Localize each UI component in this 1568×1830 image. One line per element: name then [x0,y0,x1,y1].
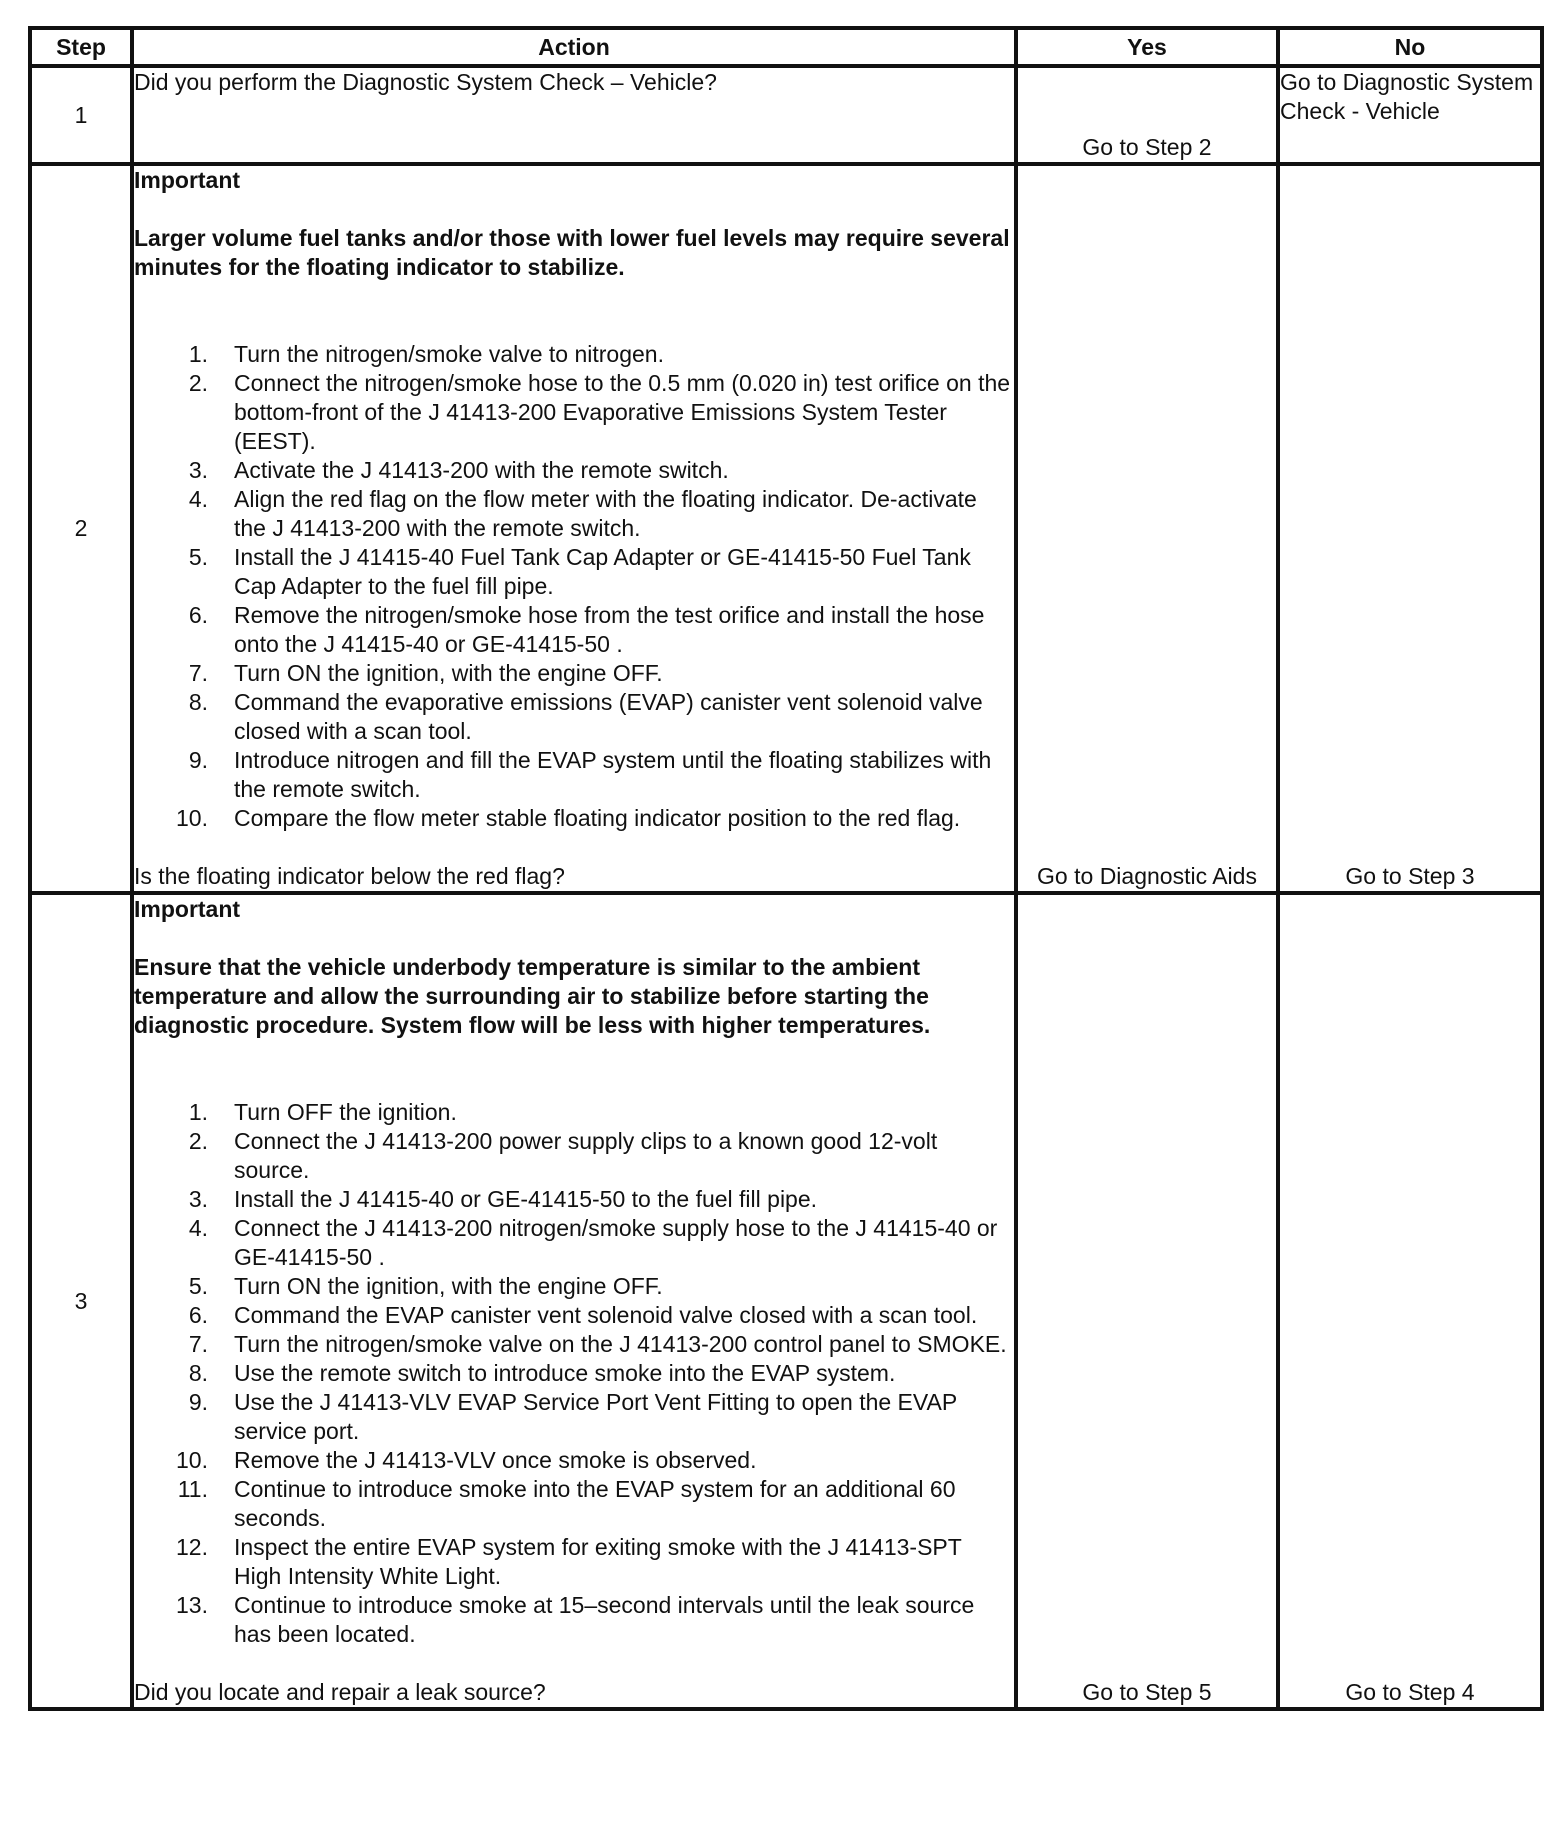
table-row [30,164,1542,893]
step-text: Turn OFF the ignition. [234,1099,457,1125]
important-note: Ensure that the vehicle underbody temperature is similar to the ambient temperature and allow the surrounding air to stabilize before starting the diagnostic procedure. System flow will be less with higher temperatures. [134,954,931,1038]
action-cell [132,66,1016,164]
procedure-step [134,1591,1014,1649]
action-cell [132,164,1016,893]
step-text: Use the remote switch to introduce smoke into the EVAP system. [234,1360,896,1386]
step-text: Connect the J 41413-200 power supply clips to a known good 12-volt source. [234,1128,938,1183]
step-text: Turn ON the ignition, with the engine OFF. [234,660,663,686]
yes-action-link[interactable]: Go to Step 5 [1082,1679,1212,1705]
step-text: Use the J 41413-VLV EVAP Service Port Vent Fitting to open the EVAP service port. [234,1389,957,1444]
procedure-step [134,746,1014,804]
step-text: Connect the nitrogen/smoke hose to the 0.5 mm (0.020 in) test orifice on the bottom-front of the J 41413-200 Evaporative Emissions System Tester (EEST). [234,370,1011,454]
no-cell [1278,164,1542,893]
procedure-step [134,1098,1014,1127]
step-index: 5. [188,1273,208,1299]
diagnostic-page [28,26,1540,1711]
step-text: Inspect the entire EVAP system for exiting smoke with the J 41413-SPT High Intensity White Light. [234,1534,962,1589]
step-index: 4. [188,486,208,512]
step-text: Remove the J 41413-VLV once smoke is observed. [234,1447,757,1473]
step-index: 2. [188,1128,208,1154]
step-text: Continue to introduce smoke at 15–second intervals until the leak source has been located. [234,1592,975,1647]
step-text: Remove the nitrogen/smoke hose from the test orifice and install the hose onto the J 41415-40 or GE-41415-50 . [234,602,985,657]
step-index: 11. [177,1476,208,1502]
step-index: 10. [176,805,208,831]
procedure-step [134,485,1014,543]
step-index: 1. [188,1099,208,1125]
yes-action-link[interactable]: Go to Diagnostic Aids [1037,863,1257,889]
step-index: 2. [188,370,208,396]
table-row [30,66,1542,164]
diagnostic-table [28,26,1544,1711]
yes-cell [1016,164,1278,893]
step-text: Install the J 41415-40 Fuel Tank Cap Adapter or GE-41415-50 Fuel Tank Cap Adapter to the fuel fill pipe. [234,544,971,599]
header-row [30,28,1542,66]
step-text: Turn the nitrogen/smoke valve to nitrogen. [234,341,664,367]
no-cell [1278,66,1542,164]
step-index: 8. [188,1360,208,1386]
procedure-step [134,340,1014,369]
header-yes: Yes [1016,28,1278,66]
step-index: 7. [188,1331,208,1357]
question-text: Is the floating indicator below the red flag? [134,863,565,889]
step-index: 7. [188,660,208,686]
step-index: 9. [188,1389,208,1415]
step-text: Command the EVAP canister vent solenoid valve closed with a scan tool. [234,1302,978,1328]
header-step: Step [30,28,132,66]
procedure-list [134,1098,1014,1649]
important-note: Larger volume fuel tanks and/or those with lower fuel levels may require several minutes for the floating indicator to stabilize. [134,225,1010,280]
procedure-step [134,369,1014,456]
step-number: 3 [30,893,132,1709]
procedure-step [134,1359,1014,1388]
procedure-step [134,1185,1014,1214]
step-number: 1 [30,66,132,164]
procedure-step [134,601,1014,659]
no-action-link[interactable]: Go to Step 3 [1345,863,1475,889]
important-label: Important [134,896,241,922]
procedure-step [134,1446,1014,1475]
question-text: Did you perform the Diagnostic System Check – Vehicle? [134,69,717,95]
step-index: 10. [176,1447,208,1473]
procedure-step [134,1301,1014,1330]
step-text: Install the J 41415-40 or GE-41415-50 to the fuel fill pipe. [234,1186,818,1212]
procedure-step [134,688,1014,746]
procedure-step [134,1388,1014,1446]
step-index: 4. [188,1215,208,1241]
step-text: Align the red flag on the flow meter with the floating indicator. De-activate the J 41413-200 with the remote switch. [234,486,977,541]
procedure-step [134,1214,1014,1272]
procedure-step [134,1330,1014,1359]
header-action: Action [132,28,1016,66]
procedure-step [134,1272,1014,1301]
step-index: 9. [188,747,208,773]
step-index: 12. [176,1534,208,1560]
no-cell [1278,893,1542,1709]
yes-cell [1016,66,1278,164]
header-no: No [1278,28,1542,66]
procedure-step [134,1475,1014,1533]
procedure-step [134,1533,1014,1591]
yes-action-link[interactable]: Go to Step 2 [1082,134,1212,160]
step-index: 13. [176,1592,208,1618]
step-text: Activate the J 41413-200 with the remote switch. [234,457,729,483]
procedure-list [134,340,1014,833]
step-index: 6. [188,1302,208,1328]
important-label: Important [134,167,241,193]
step-index: 6. [188,602,208,628]
step-index: 3. [188,457,208,483]
step-index: 5. [188,544,208,570]
procedure-step [134,804,1014,833]
action-cell [132,893,1016,1709]
step-text: Continue to introduce smoke into the EVAP system for an additional 60 seconds. [234,1476,956,1531]
step-text: Compare the flow meter stable floating indicator position to the red flag. [234,805,961,831]
no-action-link[interactable]: Go to Step 4 [1345,1679,1475,1705]
step-text: Turn ON the ignition, with the engine OFF. [234,1273,663,1299]
step-text: Connect the J 41413-200 nitrogen/smoke supply hose to the J 41415-40 or GE-41415-50 . [234,1215,998,1270]
step-index: 1. [188,341,208,367]
procedure-step [134,1127,1014,1185]
yes-cell [1016,893,1278,1709]
step-text: Command the evaporative emissions (EVAP) canister vent solenoid valve closed with a scan tool. [234,689,983,744]
step-text: Introduce nitrogen and fill the EVAP system until the floating stabilizes with the remote switch. [234,747,992,802]
question-text: Did you locate and repair a leak source? [134,1679,546,1705]
step-number: 2 [30,164,132,893]
procedure-step [134,543,1014,601]
step-index: 3. [188,1186,208,1212]
procedure-step [134,659,1014,688]
procedure-step [134,456,1014,485]
step-index: 8. [188,689,208,715]
step-text: Turn the nitrogen/smoke valve on the J 41413-200 control panel to SMOKE. [234,1331,1007,1357]
table-row [30,893,1542,1709]
no-action-link[interactable]: Go to Diagnostic System Check - Vehicle [1280,69,1534,124]
